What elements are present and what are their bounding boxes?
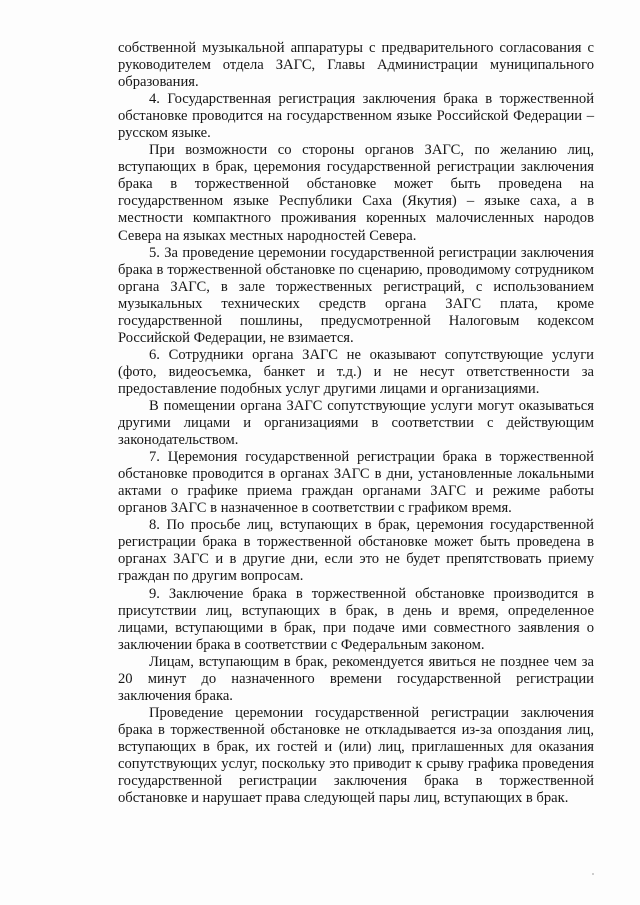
paragraph-item-5: 5. За проведение церемонии государственной регистрации заключения брака в торжественной обстановке по сценарию, проводимому сотрудником органа ЗАГС, в зале торжественных регистраций, с использованием музыкальных технических средств органа ЗАГС плата, кроме государственной пошлины, предусмотренной Налоговым кодексом Российской Федерации, не взимается. <box>118 244 594 346</box>
paragraph-continuation: собственной музыкальной аппаратуры с предварительного согласования с руководителем отдела ЗАГС, Главы Администрации муниципального образования. <box>118 40 594 91</box>
scan-speck <box>592 873 594 875</box>
paragraph-item-9: 9. Заключение брака в торжественной обстановке производится в присутствии лиц, вступающих в брак, в день и время, определенное лицами, вступающими в брак, при подаче ими совместного заявления о заключении брака в соответствии с Федеральным законом. <box>118 585 594 653</box>
paragraph-arrival-time: Лицам, вступающим в брак, рекомендуется явиться не позднее чем за 20 минут до назначенного времени государственной регистрации заключения брака. <box>118 653 594 704</box>
paragraph-item-4: 4. Государственная регистрация заключения брака в торжественной обстановке проводится на государственном языке Российской Федерации – русском языке. <box>118 91 594 142</box>
paragraph-no-postponement: Проведение церемонии государственной регистрации заключения брака в торжественной обстановке не откладывается из-за опоздания лиц, вступающих в брак, их гостей и (или) лиц, приглашенных для оказания сопутствующих услуг, поскольку это приводит к срыву графика проведения государственной регистрации заключения брака в торжественной обстановке и нарушает права следующей пары лиц, вступающих в брак. <box>118 704 594 807</box>
paragraph-item-8: 8. По просьбе лиц, вступающих в брак, церемония государственной регистрации брака в торжественной обстановке может быть проведена в органах ЗАГС и в другие дни, если это не будет препятствовать приему граждан по другим вопросам. <box>118 517 594 585</box>
paragraph-item-6: 6. Сотрудники органа ЗАГС не оказывают сопутствующие услуги (фото, видеосъемка, банкет и т.д.) и не несут ответственности за предоставление подобных услуг другими лицами и организациями. <box>118 346 594 397</box>
paragraph-item-7: 7. Церемония государственной регистрации брака в торжественной обстановке проводится в органах ЗАГС в дни, установленные локальными актами о графике приема граждан органами ЗАГС и режиме работы органов ЗАГС в назначенное в соответствии с графиком время. <box>118 449 594 517</box>
paragraph-yakut-language: При возможности со стороны органов ЗАГС, по желанию лиц, вступающих в брак, церемония государственной регистрации заключения брака в торжественной обстановке может быть проведена на государственном языке Республики Саха (Якутия) – языке саха, а в местности компактного проживания коренных малочисленных народов Севера на языках местных народностей Севера. <box>118 142 594 244</box>
document-body <box>118 40 594 807</box>
paragraph-related-services: В помещении органа ЗАГС сопутствующие услуги могут оказываться другими лицами и организациями в соответствии с действующим законодательством. <box>118 397 594 449</box>
